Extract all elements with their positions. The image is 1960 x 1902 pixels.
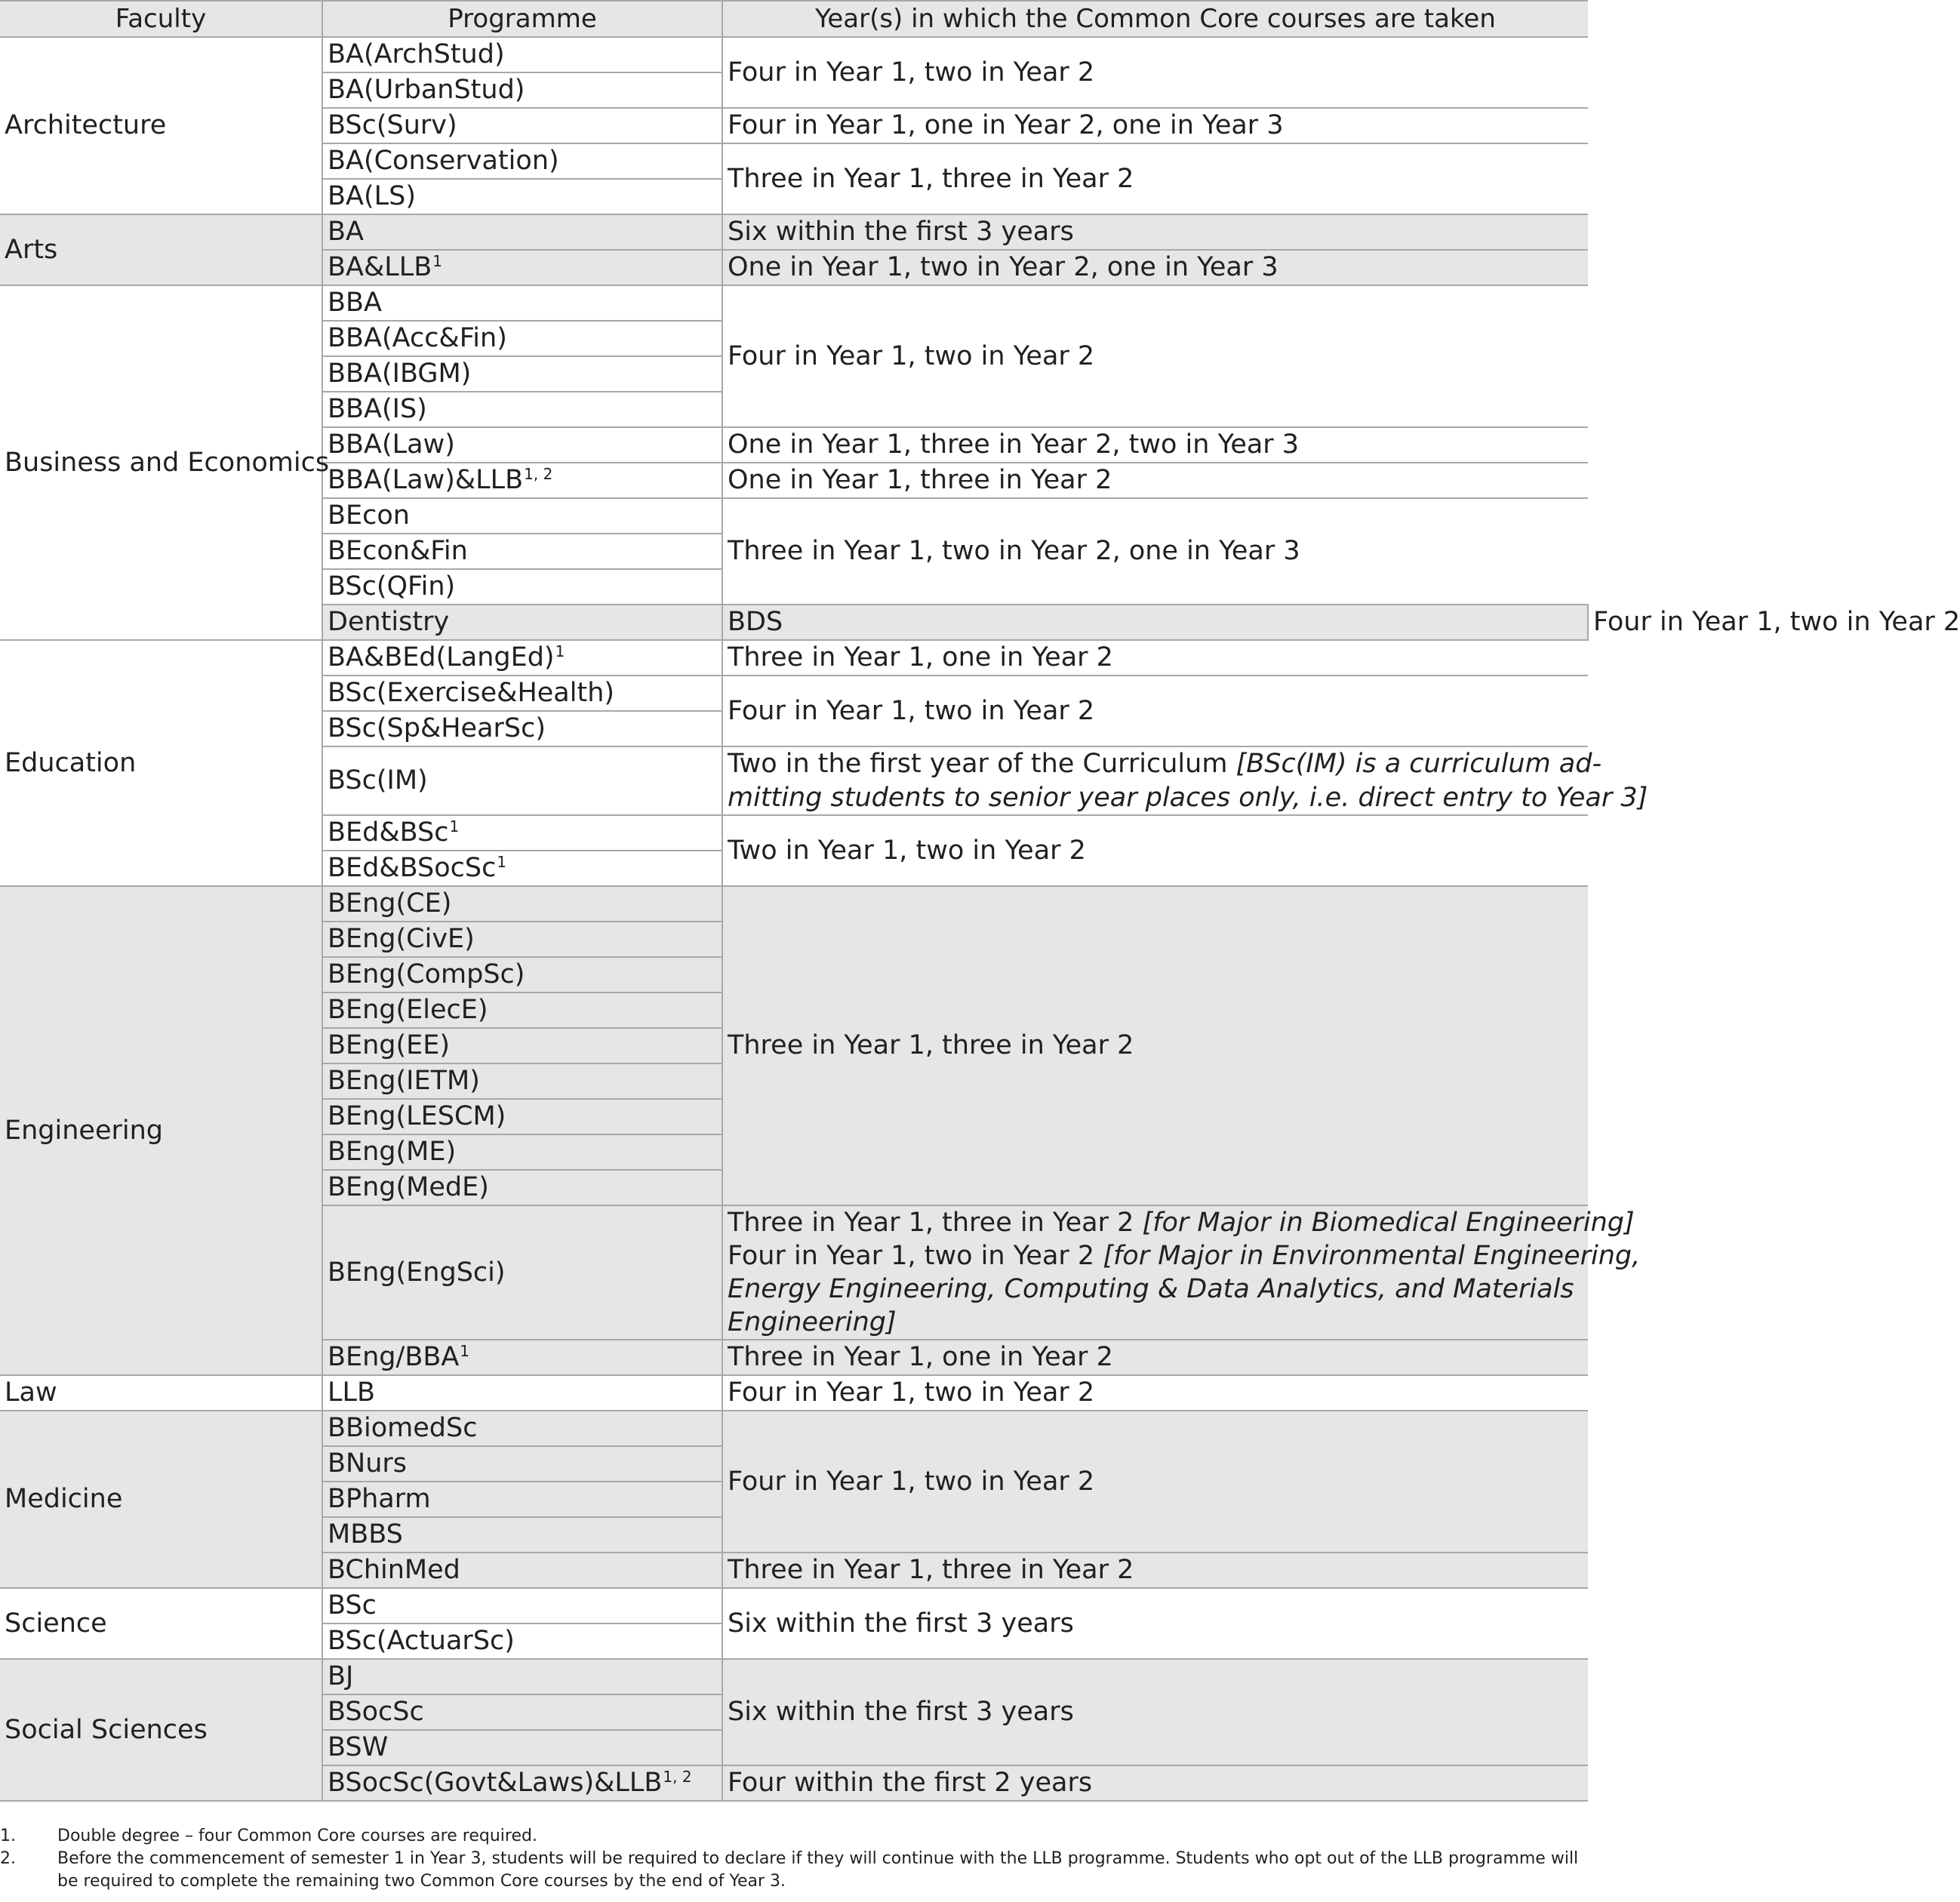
faculty-education: Education xyxy=(0,640,322,886)
programme-cell: BA(LS) xyxy=(322,179,722,214)
years-cell: Four in Year 1, two in Year 2 xyxy=(722,1411,1588,1553)
years-line xyxy=(728,747,1602,781)
years-cell: Six within the first 3 years xyxy=(722,1588,1588,1659)
years-cell: One in Year 1, two in Year 2, one in Year 3 xyxy=(722,250,1588,285)
years-cell: Four within the first 2 years xyxy=(722,1765,1588,1801)
programme-cell: BSc(IM) xyxy=(322,746,722,815)
programme-cell xyxy=(322,1765,722,1801)
years-text: Four in Year 1, two in Year 2 xyxy=(728,1241,1103,1271)
years-cell: Three in Year 1, two in Year 2, one in Year 3 xyxy=(722,498,1588,605)
years-text: Three in Year 1, three in Year 2 xyxy=(728,1208,1143,1238)
programme-cell: BJ xyxy=(322,1659,722,1694)
footnote-number: 1. xyxy=(0,1827,16,1845)
faculty-science: Science xyxy=(0,1588,322,1659)
programme-cell: BEng(MedE) xyxy=(322,1170,722,1205)
programme-cell: BSc(Surv) xyxy=(322,108,722,143)
footnote-text: Before the commencement of semester 1 in Year 3, students will be required to declare if they will continue with the LLB programme. Students who opt out of the LLB programme will xyxy=(57,1849,1579,1868)
programme-cell: BEng(CompSc) xyxy=(322,957,722,993)
programme-label: BA&LLB xyxy=(328,252,432,282)
programme-cell: BEng(EngSci) xyxy=(322,1205,722,1340)
faculty-social-sciences: Social Sciences xyxy=(0,1659,322,1801)
years-cell: Three in Year 1, three in Year 2 xyxy=(722,143,1588,214)
years-cell: Three in Year 1, three in Year 2 xyxy=(722,886,1588,1205)
footnote-1 xyxy=(0,1825,1588,1848)
programme-cell: BSW xyxy=(322,1730,722,1765)
programme-cell xyxy=(322,250,722,285)
years-cell: One in Year 1, three in Year 2, two in Year 3 xyxy=(722,427,1588,463)
programme-cell: BEng(ME) xyxy=(322,1134,722,1170)
programme-cell: BPharm xyxy=(322,1482,722,1517)
table-row xyxy=(0,640,1588,676)
table-row xyxy=(0,1659,1588,1694)
footnote-mark: 1, 2 xyxy=(663,1768,692,1786)
faculty-business-economics: Business and Economics xyxy=(0,285,322,640)
programme-cell: BA(Conservation) xyxy=(322,143,722,179)
header-faculty: Faculty xyxy=(0,1,322,37)
programme-cell: BBA(Law) xyxy=(322,427,722,463)
footnote-number: 2. xyxy=(0,1849,16,1868)
programme-cell xyxy=(322,463,722,498)
programme-cell: BEng(ElecE) xyxy=(322,993,722,1028)
footnote-mark: 1 xyxy=(449,817,460,836)
programme-cell: BEng(LESCM) xyxy=(322,1099,722,1134)
header-years: Year(s) in which the Common Core courses are taken xyxy=(722,1,1588,37)
years-cell xyxy=(722,1205,1641,1340)
years-note: Energy Engineering, Computing & Data Analytics, and Materials xyxy=(728,1274,1574,1304)
header-programme: Programme xyxy=(322,1,722,37)
programme-label: BSocSc(Govt&Laws)&LLB xyxy=(328,1768,663,1798)
programme-cell: BBA(IBGM) xyxy=(322,356,722,392)
programme-cell xyxy=(322,1340,722,1375)
programme-label: BEd&BSc xyxy=(328,817,449,848)
programme-cell: BDS xyxy=(722,605,1588,640)
years-line xyxy=(728,1239,1641,1273)
faculty-medicine: Medicine xyxy=(0,1411,322,1588)
table-row xyxy=(0,1588,1588,1623)
footnote-2 xyxy=(0,1848,1588,1893)
years-cell: Three in Year 1, one in Year 2 xyxy=(722,640,1588,676)
programme-cell: BBA(IS) xyxy=(322,392,722,427)
faculty-engineering: Engineering xyxy=(0,886,322,1375)
footnotes xyxy=(0,1825,1588,1893)
years-cell: Four in Year 1, two in Year 2 xyxy=(722,285,1588,427)
years-note: [for Major in Environmental Engineering, xyxy=(1103,1241,1641,1271)
years-note: mitting students to senior year places only, i.e. direct entry to Year 3] xyxy=(728,782,1648,813)
years-cell: Four in Year 1, one in Year 2, one in Year 3 xyxy=(722,108,1588,143)
table-row xyxy=(0,886,1588,922)
footnote-mark: 1 xyxy=(497,853,507,871)
faculty-architecture: Architecture xyxy=(0,37,322,214)
years-cell: Four in Year 1, two in Year 2 xyxy=(722,37,1588,108)
programme-label: BEng/BBA xyxy=(328,1342,460,1372)
programme-cell: BSc(ActuarSc) xyxy=(322,1623,722,1659)
table-row xyxy=(0,1375,1588,1411)
years-note: Engineering] xyxy=(728,1307,897,1337)
years-note: [for Major in Biomedical Engineering] xyxy=(1142,1208,1635,1238)
programme-cell: BBA(Acc&Fin) xyxy=(322,321,722,356)
years-note: [BSc(IM) is a curriculum ad- xyxy=(1235,749,1602,779)
programme-cell: BEng(IETM) xyxy=(322,1063,722,1099)
years-cell: Two in Year 1, two in Year 2 xyxy=(722,815,1588,886)
years-cell: Four in Year 1, two in Year 2 xyxy=(722,676,1588,746)
programme-cell: BEcon&Fin xyxy=(322,534,722,569)
programme-cell: BChinMed xyxy=(322,1553,722,1588)
footnote-mark: 1 xyxy=(432,252,442,270)
programme-cell: BSc xyxy=(322,1588,722,1623)
programme-cell: BSocSc xyxy=(322,1694,722,1730)
programme-cell: LLB xyxy=(322,1375,722,1411)
programme-label: BBA(Law)&LLB xyxy=(328,465,524,495)
faculty-law: Law xyxy=(0,1375,322,1411)
programme-cell: BEng(EE) xyxy=(322,1028,722,1063)
footnote-mark: 1 xyxy=(460,1342,470,1360)
programme-cell: BEng(CE) xyxy=(322,886,722,922)
programme-cell: BSc(Sp&HearSc) xyxy=(322,711,722,746)
years-cell: Three in Year 1, three in Year 2 xyxy=(722,1553,1588,1588)
table-row xyxy=(0,214,1588,250)
faculty-arts: Arts xyxy=(0,214,322,285)
footnote-text: be required to complete the remaining two Common Core courses by the end of Year 3. xyxy=(57,1872,786,1891)
years-cell: Four in Year 1, two in Year 2 xyxy=(722,1375,1588,1411)
years-cell: One in Year 1, three in Year 2 xyxy=(722,463,1588,498)
years-text: Two in the first year of the Curriculum xyxy=(728,749,1236,779)
programme-cell: BBA xyxy=(322,285,722,321)
years-cell: Six within the first 3 years xyxy=(722,214,1588,250)
programme-cell xyxy=(322,815,722,851)
programme-cell: BA(ArchStud) xyxy=(322,37,722,72)
years-cell: Six within the first 3 years xyxy=(722,1659,1588,1765)
programme-cell: MBBS xyxy=(322,1517,722,1553)
table-row: Dentistry BDS Four in Year 1, two in Year 2 xyxy=(0,605,1588,640)
years-cell xyxy=(722,746,1648,815)
programme-cell: BA(UrbanStud) xyxy=(322,72,722,108)
programme-label: BA&BEd(LangEd) xyxy=(328,642,555,672)
table-row xyxy=(0,285,1588,321)
programme-cell xyxy=(322,640,722,676)
programme-cell xyxy=(322,851,722,886)
table-row xyxy=(0,37,1588,72)
programme-cell: BA xyxy=(322,214,722,250)
years-cell: Three in Year 1, one in Year 2 xyxy=(722,1340,1588,1375)
footnote-mark: 1, 2 xyxy=(524,465,553,483)
table-row xyxy=(0,1411,1588,1446)
footnote-mark: 1 xyxy=(555,642,565,660)
header-row xyxy=(0,1,1588,37)
years-line xyxy=(728,1206,1635,1239)
programme-cell: BEng(CivE) xyxy=(322,922,722,957)
programme-cell: BSc(Exercise&Health) xyxy=(322,676,722,711)
programme-cell: BSc(QFin) xyxy=(322,569,722,605)
footnote-text: Double degree – four Common Core courses are required. xyxy=(57,1827,537,1845)
faculty-dentistry: Dentistry xyxy=(322,605,722,640)
programme-label: BEd&BSocSc xyxy=(328,853,497,883)
programme-cell: BBiomedSc xyxy=(322,1411,722,1446)
programme-cell: BEcon xyxy=(322,498,722,534)
programme-cell: BNurs xyxy=(322,1446,722,1482)
